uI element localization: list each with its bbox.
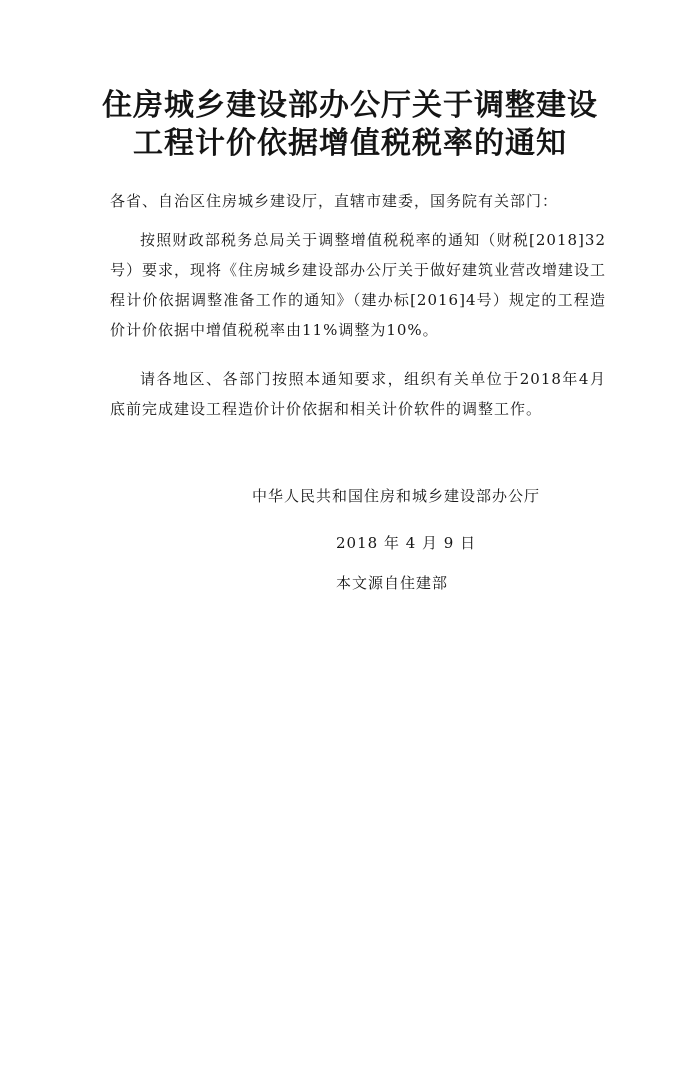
body-paragraph-2: 请各地区、各部门按照本通知要求，组织有关单位于2018年4月底前完成建设工程造价计价依据和相关计价软件的调整工作。	[110, 370, 606, 418]
document-title-line-2: 工程计价依据增值税税率的通知	[133, 126, 567, 161]
issue-date: 2018 年 4 月 9 日	[336, 534, 477, 552]
salutation: 各省、自治区住房城乡建设厅，直辖市建委，国务院有关部门：	[110, 192, 559, 210]
document-title-line-1: 住房城乡建设部办公厅关于调整建设	[102, 88, 598, 123]
source-note: 本文源自住建部	[336, 574, 449, 592]
issuing-authority: 中华人民共和国住房和城乡建设部办公厅	[252, 487, 541, 505]
body-paragraph-1: 按照财政部税务总局关于调整增值税税率的通知（财税[2018]32号）要求，现将《住房城乡建设部办公厅关于做好建筑业营改增建设工程计价依据调整准备工作的通知》（建办标[2016]4号）规定的工程造价计价依据中增值税税率由11%调整为10%。	[110, 231, 607, 339]
